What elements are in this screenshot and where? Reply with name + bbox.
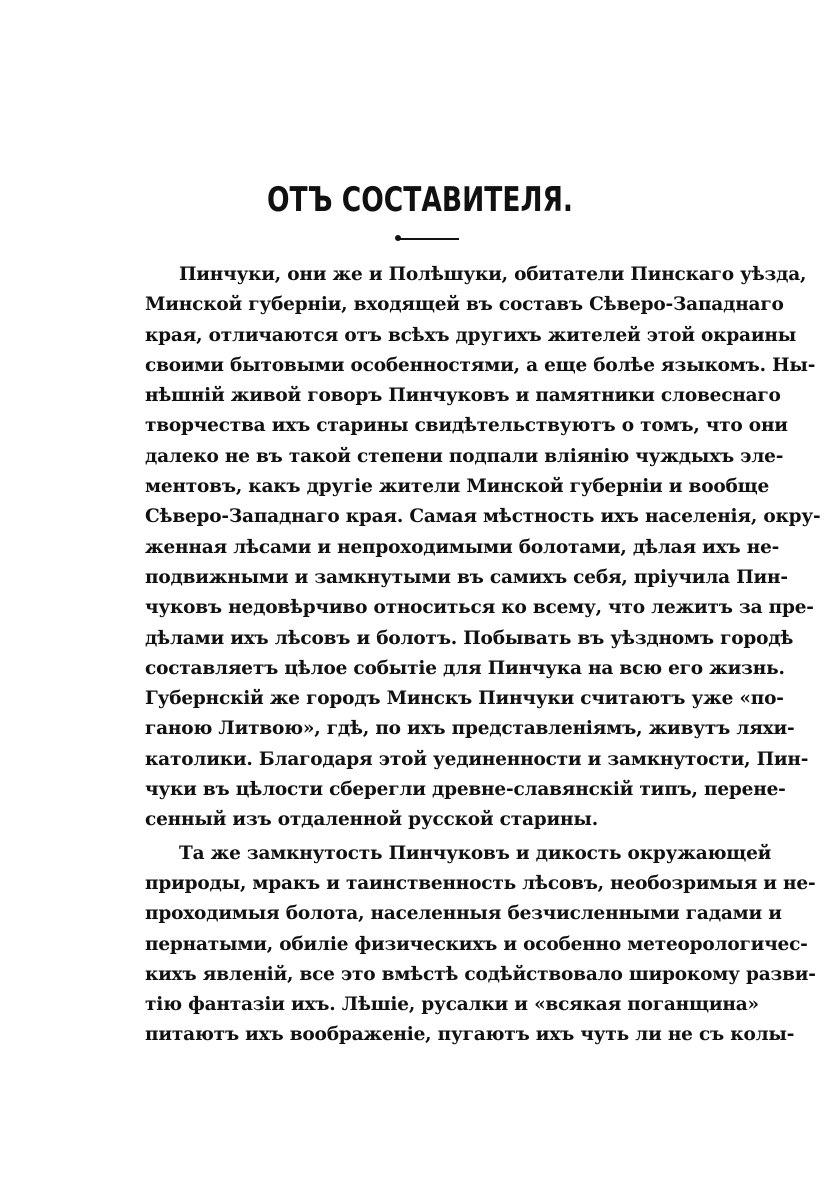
text-line: пернатыми, обиліе физическихъ и особенно метеорологичес-: [145, 933, 808, 955]
text-line: дѣлами ихъ лѣсовъ и болотъ. Побывать въ уѣздномъ городѣ: [145, 627, 794, 649]
text-line: Губернскій же городъ Минскъ Пинчуки считаютъ уже «по-: [145, 688, 784, 710]
text-line: проходимыя болота, населенныя безчисленными гадами и: [145, 903, 782, 925]
text-line: нѣшній живой говоръ Пинчуковъ и памятники словеснаго: [145, 385, 781, 407]
paragraph-1: [145, 260, 821, 836]
text-line: составляетъ цѣлое событіе для Пинчука на всю его жизнь.: [145, 657, 785, 679]
text-line: Сѣверо-Западнаго края. Самая мѣстность ихъ населенія, окру-: [145, 506, 821, 528]
text-line: ментовъ, какъ другіе жители Минской губерніи и вообще: [145, 476, 770, 498]
text-line: подвижными и замкнутыми въ самихъ себя, пріучила Пин-: [145, 566, 788, 588]
text-line: чуковъ недовѣрчиво относиться ко всему, что лежитъ за пре-: [145, 597, 814, 619]
page-title: ОТЪ СОСТАВИТЕЛЯ.: [266, 180, 574, 220]
title-divider: [399, 238, 459, 240]
text-line: своими бытовыми особенностями, а еще болѣе языкомъ. Ны-: [145, 354, 816, 376]
text-line: природы, мракъ и таинственность лѣсовъ, необозримыя и не-: [145, 872, 816, 894]
body-text: [145, 260, 821, 1051]
text-line: католики. Благодаря этой уединенности и замкнутости, Пин-: [145, 748, 809, 770]
text-line: Минской губерніи, входящей въ составъ Сѣверо-Западнаго: [145, 294, 784, 316]
text-line: ганою Литвою», гдѣ, по ихъ представленіямъ, живутъ ляхи-: [145, 718, 795, 740]
paragraph-2: [145, 839, 816, 1051]
text-line: творчества ихъ старины свидѣтельствуютъ о томъ, что они: [145, 415, 788, 437]
text-line: питаютъ ихъ воображеніе, пугаютъ ихъ чуть ли не съ колы-: [145, 1024, 795, 1046]
text-line: чуки въ цѣлости сберегли древне-славянскій типъ, перене-: [145, 779, 786, 801]
text-line: края, отличаются отъ всѣхъ другихъ жителей этой окраины: [145, 324, 797, 346]
text-line: далеко не въ такой степени подпали вліянію чуждыхъ эле-: [145, 445, 784, 467]
text-line: тію фантазіи ихъ. Лѣшіе, русалки и «всякая поганщина»: [145, 994, 759, 1016]
text-line: женная лѣсами и непроходимыми болотами, дѣлая ихъ не-: [145, 536, 780, 558]
text-line: кихъ явленій, все это вмѣстѣ содѣйствовало широкому разви-: [145, 963, 816, 985]
text-line: Пинчуки, они же и Полѣшуки, обитатели Пинскаго уѣзда,: [179, 264, 807, 285]
text-line: Та же замкнутость Пинчуковъ и дикость окружающей: [179, 842, 772, 864]
text-line: сенный изъ отдаленной русской старины.: [145, 809, 598, 831]
